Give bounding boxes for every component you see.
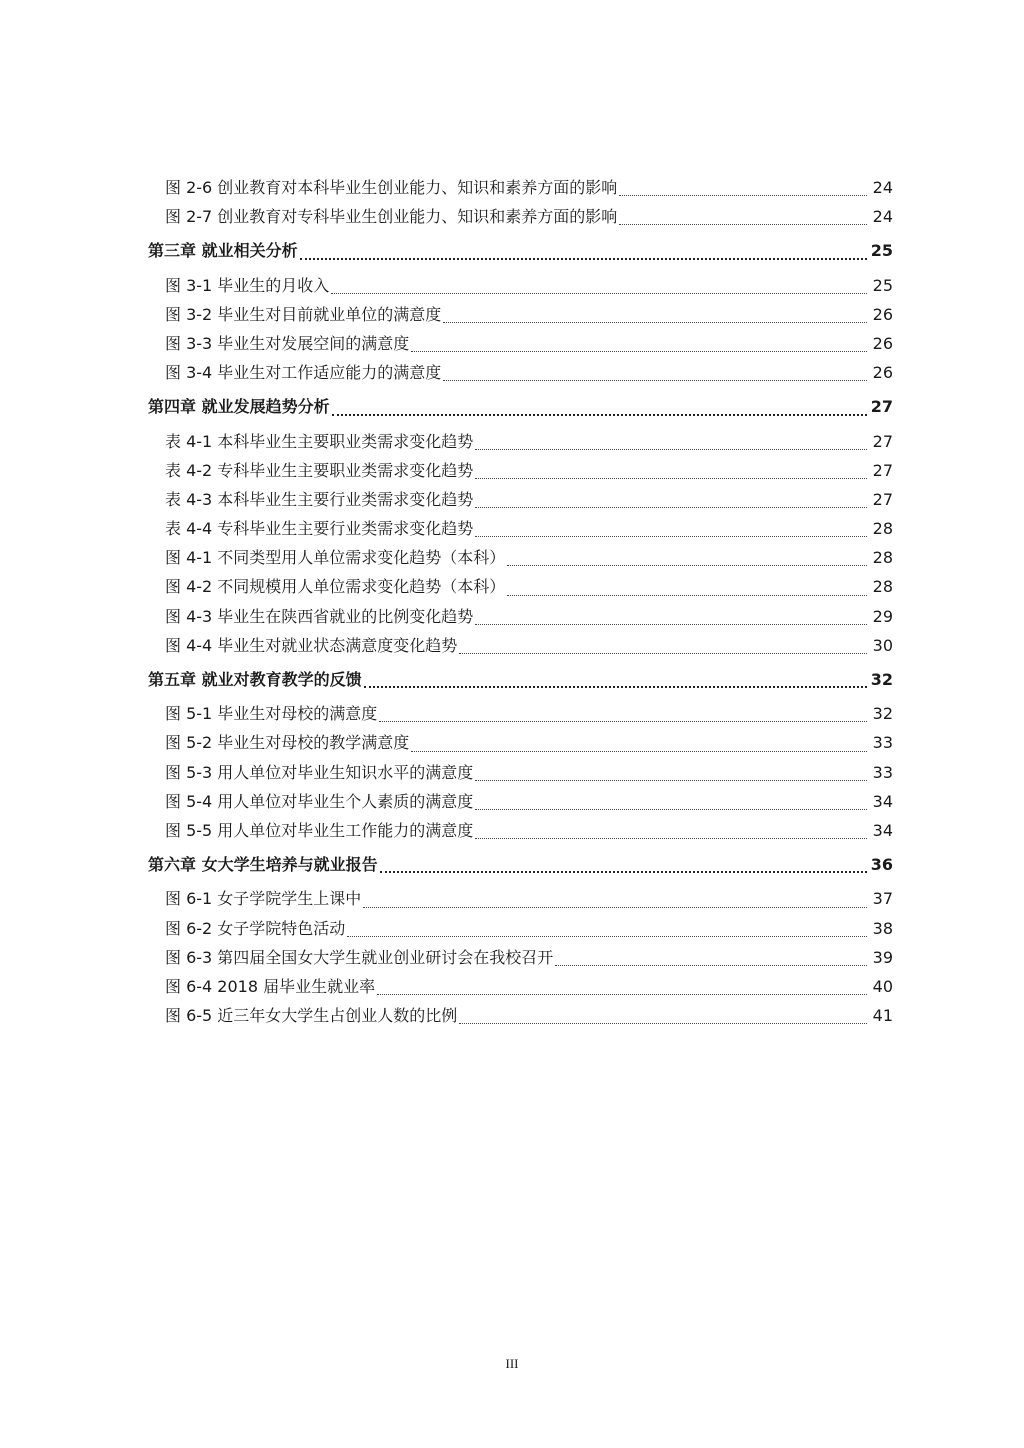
toc-entry-page: 26: [872, 304, 893, 324]
toc-figure-entry[interactable]: [148, 816, 893, 845]
dot-leader: [443, 321, 867, 323]
toc-entry-page: 24: [872, 207, 893, 227]
toc-entry-title: 图 2-6 创业教育对本科毕业生创业能力、知识和素养方面的影响: [165, 178, 618, 197]
toc-entry-title: 表 4-1 本科毕业生主要职业类需求变化趋势: [165, 431, 474, 451]
toc-entry-page: 41: [872, 1006, 893, 1026]
toc-entry-page: 28: [872, 548, 893, 568]
dot-leader: [443, 379, 867, 381]
dot-leader: [332, 413, 867, 416]
toc-entry-title: 图 5-3 用人单位对毕业生知识水平的满意度: [165, 762, 474, 782]
toc-figure-entry[interactable]: [148, 728, 893, 757]
dot-leader: [380, 870, 867, 873]
toc-figure-entry[interactable]: [148, 602, 893, 631]
dot-leader: [379, 720, 867, 722]
table-of-contents: [148, 173, 893, 1030]
dot-leader: [377, 993, 867, 995]
toc-figure-entry[interactable]: [148, 271, 893, 300]
toc-chapter-entry[interactable]: [148, 850, 893, 879]
dot-leader: [475, 535, 867, 537]
dot-leader: [300, 257, 867, 260]
toc-entry-title: 图 5-5 用人单位对毕业生工作能力的满意度: [165, 820, 474, 840]
toc-entry-title: 图 5-4 用人单位对毕业生个人素质的满意度: [165, 791, 474, 811]
dot-leader: [411, 350, 867, 352]
toc-entry-page: 26: [872, 333, 893, 353]
toc-figure-entry[interactable]: [148, 358, 893, 387]
toc-figure-entry[interactable]: [148, 631, 893, 660]
toc-entry-title: 第五章 就业对教育教学的反馈: [148, 670, 362, 689]
dot-leader: [507, 564, 867, 566]
toc-entry-title: 图 5-1 毕业生对母校的满意度: [165, 704, 378, 724]
toc-figure-entry[interactable]: [148, 300, 893, 329]
toc-entry-page: 27: [870, 397, 893, 417]
toc-entry-page: 27: [872, 489, 893, 509]
toc-figure-entry[interactable]: [148, 543, 893, 572]
toc-entry-page: 32: [872, 704, 893, 724]
toc-entry-page: 25: [870, 241, 893, 261]
toc-entry-page: 40: [872, 976, 893, 996]
toc-figure-entry[interactable]: [148, 943, 893, 972]
dot-leader: [363, 906, 867, 908]
toc-entry-title: 图 5-2 毕业生对母校的教学满意度: [165, 733, 410, 753]
toc-entry-title: 第四章 就业发展趋势分析: [148, 397, 330, 417]
toc-entry-page: 37: [872, 889, 893, 909]
toc-figure-entry[interactable]: [148, 972, 893, 1001]
toc-entry-page: 28: [872, 519, 893, 539]
toc-entry-title: 图 2-7 创业教育对专科毕业生创业能力、知识和素养方面的影响: [165, 207, 618, 227]
toc-chapter-entry[interactable]: [148, 236, 893, 265]
toc-entry-page: 27: [872, 431, 893, 451]
toc-figure-entry[interactable]: [148, 787, 893, 816]
toc-entry-title: 图 3-1 毕业生的月收入: [165, 275, 330, 295]
toc-entry-page: 38: [872, 918, 893, 938]
toc-entry-title: 表 4-4 专科毕业生主要行业类需求变化趋势: [165, 519, 474, 539]
dot-leader: [459, 1022, 867, 1024]
toc-entry-title: 表 4-2 专科毕业生主要职业类需求变化趋势: [165, 460, 474, 480]
toc-entry-title: 图 6-2 女子学院特色活动: [165, 918, 346, 938]
toc-entry-page: 27: [872, 460, 893, 480]
toc-figure-entry[interactable]: [148, 1001, 893, 1030]
toc-figure-entry[interactable]: [148, 485, 893, 514]
toc-figure-entry[interactable]: [148, 329, 893, 358]
toc-entry-title: 图 3-3 毕业生对发展空间的满意度: [165, 333, 410, 353]
toc-entry-page: 33: [872, 762, 893, 782]
toc-entry-page: 34: [872, 791, 893, 811]
dot-leader: [555, 964, 867, 966]
dot-leader: [364, 685, 867, 688]
toc-entry-page: 39: [872, 947, 893, 967]
dot-leader: [331, 292, 867, 294]
dot-leader: [475, 448, 867, 450]
toc-entry-title: 图 4-1 不同类型用人单位需求变化趋势（本科）: [165, 548, 506, 568]
toc-entry-title: 图 6-1 女子学院学生上课中: [165, 889, 362, 909]
toc-entry-title: 图 6-4 2018 届毕业生就业率: [165, 976, 376, 996]
toc-figure-entry[interactable]: [148, 202, 893, 231]
toc-figure-entry[interactable]: [148, 884, 893, 913]
dot-leader: [475, 779, 867, 781]
toc-figure-entry[interactable]: [148, 758, 893, 787]
toc-entry-page: 32: [870, 670, 893, 689]
dot-leader: [475, 477, 867, 479]
toc-entry-page: 33: [872, 733, 893, 753]
dot-leader: [347, 935, 867, 937]
dot-leader: [475, 837, 867, 839]
toc-entry-title: 图 3-4 毕业生对工作适应能力的满意度: [165, 363, 442, 383]
dot-leader: [475, 506, 867, 508]
toc-figure-entry[interactable]: [148, 173, 893, 202]
toc-entry-page: 26: [872, 363, 893, 383]
toc-entry-page: 36: [870, 855, 893, 875]
toc-chapter-entry[interactable]: [148, 392, 893, 421]
toc-figure-entry[interactable]: [148, 699, 893, 728]
toc-figure-entry[interactable]: [148, 514, 893, 543]
toc-entry-title: 图 6-3 第四届全国女大学生就业创业研讨会在我校召开: [165, 947, 554, 967]
toc-figure-entry[interactable]: [148, 427, 893, 456]
toc-figure-entry[interactable]: [148, 456, 893, 485]
toc-entry-page: 29: [872, 606, 893, 626]
dot-leader: [475, 623, 867, 625]
toc-entry-page: 24: [872, 178, 893, 197]
dot-leader: [619, 194, 867, 196]
toc-entry-title: 第三章 就业相关分析: [148, 241, 298, 261]
dot-leader: [459, 652, 867, 654]
toc-entry-title: 图 4-3 毕业生在陕西省就业的比例变化趋势: [165, 606, 474, 626]
toc-figure-entry[interactable]: [148, 914, 893, 943]
toc-chapter-entry[interactable]: [148, 665, 893, 694]
toc-entry-title: 图 6-5 近三年女大学生占创业人数的比例: [165, 1006, 458, 1026]
page-number: III: [505, 1356, 519, 1371]
dot-leader: [475, 808, 867, 810]
toc-entry-title: 表 4-3 本科毕业生主要行业类需求变化趋势: [165, 489, 474, 509]
toc-entry-title: 第六章 女大学生培养与就业报告: [148, 855, 378, 875]
toc-entry-page: 34: [872, 820, 893, 840]
dot-leader: [507, 594, 867, 596]
toc-entry-page: 30: [872, 635, 893, 655]
toc-entry-title: 图 4-4 毕业生对就业状态满意度变化趋势: [165, 635, 458, 655]
dot-leader: [619, 223, 867, 225]
toc-entry-title: 图 4-2 不同规模用人单位需求变化趋势（本科）: [165, 577, 506, 597]
toc-entry-page: 25: [872, 275, 893, 295]
toc-entry-title: 图 3-2 毕业生对目前就业单位的满意度: [165, 304, 442, 324]
toc-figure-entry[interactable]: [148, 572, 893, 601]
dot-leader: [411, 750, 867, 752]
toc-entry-page: 28: [872, 577, 893, 597]
